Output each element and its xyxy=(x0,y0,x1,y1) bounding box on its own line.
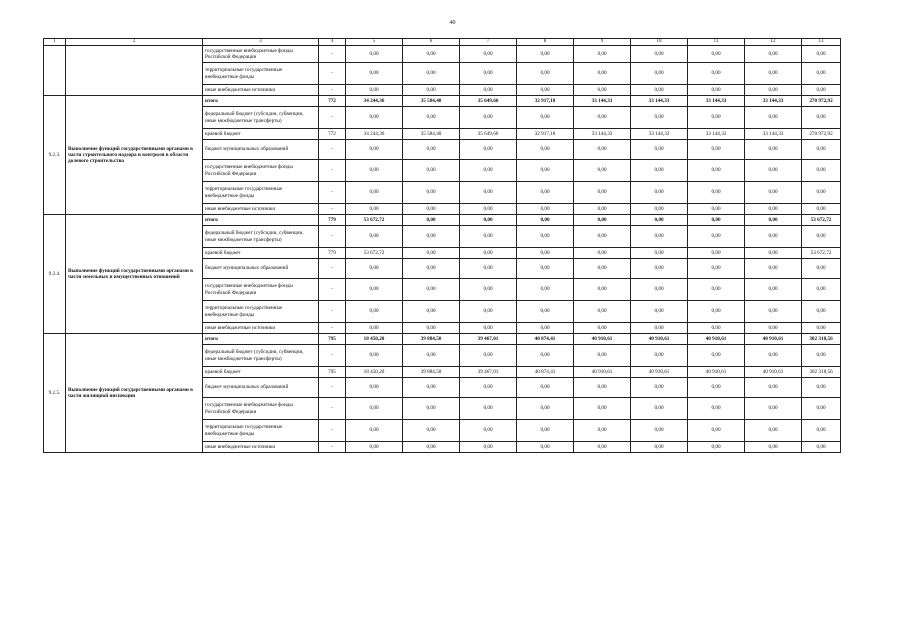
amount-cell: 0,00 xyxy=(631,215,688,226)
amount-cell: 0,00 xyxy=(745,259,802,279)
amount-cell: 0,00 xyxy=(631,420,688,442)
amount-cell: 0,00 xyxy=(631,182,688,204)
amount-cell: 0,00 xyxy=(460,323,517,334)
amount-cell: 0,00 xyxy=(460,160,517,182)
amount-cell: 0,00 xyxy=(346,301,403,323)
funding-source: государственные внебюджетные фонды Российской Федерации xyxy=(203,398,319,420)
ministry-code: 795 xyxy=(319,334,346,345)
total-row xyxy=(44,96,841,107)
amount-cell: 0,00 xyxy=(460,259,517,279)
amount-cell: 0,00 xyxy=(688,345,745,367)
table-body xyxy=(44,46,841,453)
amount-cell: 53 672,72 xyxy=(346,248,403,259)
amount-cell: 33 144,33 xyxy=(745,96,802,107)
funding-source: краевой бюджет xyxy=(203,248,319,259)
funding-source: федеральный бюджет (субсидии, субвенции, иные межбюджетные трансферты) xyxy=(203,226,319,248)
amount-cell: 0,00 xyxy=(574,215,631,226)
funding-source: краевой бюджет xyxy=(203,129,319,140)
ministry-code: - xyxy=(319,259,346,279)
amount-cell: 0,00 xyxy=(460,279,517,301)
amount-cell: 53 672,72 xyxy=(346,215,403,226)
column-number: 13 xyxy=(802,39,841,46)
column-number: 7 xyxy=(460,39,517,46)
ministry-code: - xyxy=(319,279,346,301)
amount-cell: 0,00 xyxy=(574,63,631,85)
total-amount: 0,00 xyxy=(802,345,841,367)
ministry-code: - xyxy=(319,420,346,442)
section-number: 9.2.5. xyxy=(44,334,66,453)
amount-cell: 0,00 xyxy=(688,323,745,334)
total-amount: 0,00 xyxy=(802,301,841,323)
section-number: 9.2.4. xyxy=(44,215,66,334)
amount-cell: 0,00 xyxy=(631,85,688,96)
total-amount: 0,00 xyxy=(802,107,841,129)
amount-cell: 33 144,33 xyxy=(688,129,745,140)
funding-source: иные внебюджетные источники xyxy=(203,85,319,96)
amount-cell: 0,00 xyxy=(688,279,745,301)
amount-cell: 33 144,33 xyxy=(574,96,631,107)
ministry-code: - xyxy=(319,226,346,248)
funding-source: краевой бюджет xyxy=(203,367,319,378)
total-amount: 0,00 xyxy=(802,420,841,442)
amount-cell: 0,00 xyxy=(403,160,460,182)
total-row xyxy=(44,334,841,345)
amount-cell: 0,00 xyxy=(403,420,460,442)
column-number-row xyxy=(44,39,841,46)
amount-cell: 39 884,50 xyxy=(403,334,460,345)
amount-cell: 0,00 xyxy=(460,301,517,323)
amount-cell: 32 917,18 xyxy=(517,96,574,107)
total-amount: 53 672,72 xyxy=(802,215,841,226)
amount-cell: 0,00 xyxy=(403,378,460,398)
column-number: 12 xyxy=(745,39,802,46)
amount-cell: 0,00 xyxy=(346,279,403,301)
amount-cell: 0,00 xyxy=(631,160,688,182)
section-title: Выполнение функций государственными органами в части строительного надзора и контроля в области долевого строительства xyxy=(66,96,203,215)
column-number: 11 xyxy=(688,39,745,46)
amount-cell: 0,00 xyxy=(517,107,574,129)
amount-cell: 0,00 xyxy=(688,301,745,323)
amount-cell: 0,00 xyxy=(574,259,631,279)
total-amount: 0,00 xyxy=(802,323,841,334)
amount-cell: 0,00 xyxy=(688,226,745,248)
amount-cell: 0,00 xyxy=(460,378,517,398)
total-amount: 302 318,56 xyxy=(802,367,841,378)
amount-cell: 0,00 xyxy=(460,248,517,259)
column-number: 5 xyxy=(346,39,403,46)
amount-cell: 0,00 xyxy=(745,215,802,226)
amount-cell: 0,00 xyxy=(688,259,745,279)
amount-cell: 40 874,41 xyxy=(517,367,574,378)
amount-cell: 35 649,66 xyxy=(460,129,517,140)
amount-cell: 40 910,61 xyxy=(631,334,688,345)
amount-cell: 34 244,36 xyxy=(346,96,403,107)
amount-cell: 0,00 xyxy=(745,345,802,367)
section-number-cell xyxy=(44,46,66,96)
amount-cell: 0,00 xyxy=(745,226,802,248)
amount-cell: 0,00 xyxy=(745,63,802,85)
amount-cell: 0,00 xyxy=(403,107,460,129)
amount-cell: 40 910,61 xyxy=(574,367,631,378)
amount-cell: 0,00 xyxy=(574,182,631,204)
amount-cell: 0,00 xyxy=(403,63,460,85)
funding-source: территориальные государственные внебюджетные фонды xyxy=(203,420,319,442)
total-amount: 0,00 xyxy=(802,160,841,182)
amount-cell: 0,00 xyxy=(631,279,688,301)
amount-cell: 0,00 xyxy=(403,248,460,259)
amount-cell: 0,00 xyxy=(403,226,460,248)
amount-cell: 0,00 xyxy=(517,140,574,160)
amount-cell: 0,00 xyxy=(517,160,574,182)
amount-cell: 0,00 xyxy=(631,107,688,129)
amount-cell: 0,00 xyxy=(631,259,688,279)
total-amount: 0,00 xyxy=(802,279,841,301)
column-number: 2 xyxy=(66,39,203,46)
total-amount: 302 318,56 xyxy=(802,334,841,345)
funding-source: государственные внебюджетные фонды Российской Федерации xyxy=(203,279,319,301)
amount-cell: 40 910,61 xyxy=(574,334,631,345)
funding-source: бюджет муниципальных образований xyxy=(203,259,319,279)
amount-cell: 18 450,20 xyxy=(346,367,403,378)
budget-table xyxy=(43,38,841,453)
amount-cell: 0,00 xyxy=(517,204,574,215)
amount-cell: 0,00 xyxy=(631,140,688,160)
amount-cell: 40 910,61 xyxy=(688,334,745,345)
amount-cell: 0,00 xyxy=(517,215,574,226)
amount-cell: 0,00 xyxy=(403,140,460,160)
amount-cell: 0,00 xyxy=(631,226,688,248)
section-title: Выполнение функций государственными органами в части жилищной инспекции xyxy=(66,334,203,453)
amount-cell: 0,00 xyxy=(688,442,745,453)
amount-cell: 0,00 xyxy=(517,420,574,442)
column-number: 4 xyxy=(319,39,346,46)
amount-cell: 32 917,18 xyxy=(517,129,574,140)
column-number: 6 xyxy=(403,39,460,46)
total-amount: 0,00 xyxy=(802,378,841,398)
column-number: 9 xyxy=(574,39,631,46)
funding-source: итого xyxy=(203,334,319,345)
ministry-code: - xyxy=(319,442,346,453)
amount-cell: 0,00 xyxy=(346,63,403,85)
amount-cell: 0,00 xyxy=(346,323,403,334)
amount-cell: 0,00 xyxy=(631,323,688,334)
funding-source: итого xyxy=(203,96,319,107)
ministry-code: 772 xyxy=(319,129,346,140)
funding-source: иные внебюджетные источники xyxy=(203,204,319,215)
amount-cell: 40 910,61 xyxy=(745,334,802,345)
funding-source: территориальные государственные внебюджетные фонды xyxy=(203,63,319,85)
amount-cell: 0,00 xyxy=(574,226,631,248)
amount-cell: 0,00 xyxy=(517,63,574,85)
amount-cell: 0,00 xyxy=(460,63,517,85)
funding-source: бюджет муниципальных образований xyxy=(203,378,319,398)
amount-cell: 0,00 xyxy=(403,442,460,453)
ministry-code: - xyxy=(319,63,346,85)
amount-cell: 0,00 xyxy=(403,182,460,204)
amount-cell: 0,00 xyxy=(517,46,574,63)
amount-cell: 0,00 xyxy=(346,46,403,63)
amount-cell: 0,00 xyxy=(517,301,574,323)
amount-cell: 0,00 xyxy=(745,378,802,398)
amount-cell: 0,00 xyxy=(745,85,802,96)
section-number: 9.2.3. xyxy=(44,96,66,215)
ministry-code: 779 xyxy=(319,215,346,226)
amount-cell: 0,00 xyxy=(517,248,574,259)
amount-cell: 0,00 xyxy=(688,46,745,63)
amount-cell: 0,00 xyxy=(688,63,745,85)
total-amount: 0,00 xyxy=(802,85,841,96)
funding-source: территориальные государственные внебюджетные фонды xyxy=(203,182,319,204)
amount-cell: 35 584,40 xyxy=(403,96,460,107)
amount-cell: 0,00 xyxy=(688,248,745,259)
amount-cell: 0,00 xyxy=(688,182,745,204)
amount-cell: 0,00 xyxy=(631,301,688,323)
amount-cell: 0,00 xyxy=(403,204,460,215)
amount-cell: 0,00 xyxy=(745,182,802,204)
total-amount: 0,00 xyxy=(802,140,841,160)
column-number: 8 xyxy=(517,39,574,46)
funding-source: федеральный бюджет (субсидии, субвенции, иные межбюджетные трансферты) xyxy=(203,345,319,367)
amount-cell: 0,00 xyxy=(403,398,460,420)
ministry-code: - xyxy=(319,182,346,204)
funding-source: государственные внебюджетные фонды Российской Федерации xyxy=(203,160,319,182)
amount-cell: 33 144,33 xyxy=(574,129,631,140)
amount-cell: 0,00 xyxy=(460,215,517,226)
amount-cell: 0,00 xyxy=(631,345,688,367)
amount-cell: 35 649,66 xyxy=(460,96,517,107)
amount-cell: 0,00 xyxy=(631,46,688,63)
funding-source: федеральный бюджет (субсидии, субвенции, иные межбюджетные трансферты) xyxy=(203,107,319,129)
amount-cell: 0,00 xyxy=(688,140,745,160)
amount-cell: 0,00 xyxy=(688,398,745,420)
amount-cell: 0,00 xyxy=(574,420,631,442)
amount-cell: 0,00 xyxy=(517,226,574,248)
ministry-code: 779 xyxy=(319,248,346,259)
amount-cell: 40 910,61 xyxy=(745,367,802,378)
amount-cell: 39 467,01 xyxy=(460,367,517,378)
amount-cell: 0,00 xyxy=(403,279,460,301)
amount-cell: 0,00 xyxy=(460,107,517,129)
amount-cell: 0,00 xyxy=(574,378,631,398)
amount-cell: 0,00 xyxy=(460,204,517,215)
ministry-code: - xyxy=(319,345,346,367)
ministry-code: - xyxy=(319,398,346,420)
amount-cell: 40 910,61 xyxy=(688,367,745,378)
amount-cell: 0,00 xyxy=(574,301,631,323)
amount-cell: 0,00 xyxy=(745,323,802,334)
ministry-code: - xyxy=(319,85,346,96)
amount-cell: 0,00 xyxy=(574,442,631,453)
amount-cell: 0,00 xyxy=(631,398,688,420)
total-amount: 270 972,92 xyxy=(802,129,841,140)
amount-cell: 0,00 xyxy=(631,378,688,398)
total-amount: 0,00 xyxy=(802,46,841,63)
amount-cell: 0,00 xyxy=(403,259,460,279)
amount-cell: 0,00 xyxy=(574,323,631,334)
funding-source: бюджет муниципальных образований xyxy=(203,140,319,160)
amount-cell: 0,00 xyxy=(517,323,574,334)
total-amount: 0,00 xyxy=(802,398,841,420)
ministry-code: - xyxy=(319,204,346,215)
amount-cell: 0,00 xyxy=(403,85,460,96)
amount-cell: 0,00 xyxy=(574,204,631,215)
amount-cell: 0,00 xyxy=(460,442,517,453)
amount-cell: 0,00 xyxy=(403,323,460,334)
amount-cell: 0,00 xyxy=(460,140,517,160)
amount-cell: 39 884,50 xyxy=(403,367,460,378)
total-amount: 0,00 xyxy=(802,204,841,215)
amount-cell: 0,00 xyxy=(517,279,574,301)
amount-cell: 0,00 xyxy=(346,140,403,160)
amount-cell: 0,00 xyxy=(745,204,802,215)
amount-cell: 0,00 xyxy=(574,248,631,259)
total-amount: 0,00 xyxy=(802,259,841,279)
amount-cell: 0,00 xyxy=(460,420,517,442)
total-amount: 0,00 xyxy=(802,442,841,453)
amount-cell: 0,00 xyxy=(631,63,688,85)
amount-cell: 0,00 xyxy=(688,85,745,96)
amount-cell: 0,00 xyxy=(688,204,745,215)
total-amount: 0,00 xyxy=(802,226,841,248)
ministry-code: - xyxy=(319,323,346,334)
amount-cell: 0,00 xyxy=(403,345,460,367)
ministry-code: - xyxy=(319,46,346,63)
amount-cell: 0,00 xyxy=(460,182,517,204)
amount-cell: 0,00 xyxy=(574,46,631,63)
ministry-code: - xyxy=(319,301,346,323)
funding-source: итого xyxy=(203,215,319,226)
amount-cell: 0,00 xyxy=(745,107,802,129)
column-number: 10 xyxy=(631,39,688,46)
ministry-code: 772 xyxy=(319,96,346,107)
section-title: Выполнение функций государственными органами в части земельных и имущественных отношений xyxy=(66,215,203,334)
amount-cell: 0,00 xyxy=(346,442,403,453)
amount-cell: 0,00 xyxy=(574,160,631,182)
amount-cell: 0,00 xyxy=(745,301,802,323)
funding-source: иные внебюджетные источники xyxy=(203,323,319,334)
amount-cell: 34 244,36 xyxy=(346,129,403,140)
amount-cell: 0,00 xyxy=(346,107,403,129)
amount-cell: 0,00 xyxy=(346,85,403,96)
ministry-code: - xyxy=(319,160,346,182)
amount-cell: 0,00 xyxy=(745,398,802,420)
amount-cell: 0,00 xyxy=(745,46,802,63)
amount-cell: 0,00 xyxy=(517,345,574,367)
amount-cell: 39 467,01 xyxy=(460,334,517,345)
amount-cell: 0,00 xyxy=(688,420,745,442)
amount-cell: 0,00 xyxy=(346,378,403,398)
amount-cell: 0,00 xyxy=(346,420,403,442)
page-number: 40 xyxy=(449,20,456,26)
amount-cell: 0,00 xyxy=(688,215,745,226)
funding-source: территориальные государственные внебюджетные фонды xyxy=(203,301,319,323)
column-number: 1 xyxy=(44,39,66,46)
total-row xyxy=(44,215,841,226)
amount-cell: 0,00 xyxy=(517,259,574,279)
amount-cell: 0,00 xyxy=(574,107,631,129)
amount-cell: 33 144,33 xyxy=(688,96,745,107)
amount-cell: 0,00 xyxy=(346,398,403,420)
ministry-code: 795 xyxy=(319,367,346,378)
amount-cell: 0,00 xyxy=(631,248,688,259)
amount-cell: 40 910,61 xyxy=(631,367,688,378)
amount-cell: 40 874,41 xyxy=(517,334,574,345)
amount-cell: 0,00 xyxy=(346,160,403,182)
amount-cell: 0,00 xyxy=(460,398,517,420)
amount-cell: 0,00 xyxy=(403,301,460,323)
amount-cell: 0,00 xyxy=(688,107,745,129)
section-title-cell xyxy=(66,46,203,96)
amount-cell: 0,00 xyxy=(574,140,631,160)
amount-cell: 0,00 xyxy=(574,85,631,96)
amount-cell: 0,00 xyxy=(631,442,688,453)
amount-cell: 0,00 xyxy=(574,398,631,420)
funding-source: иные внебюджетные источники xyxy=(203,442,319,453)
amount-cell: 18 450,20 xyxy=(346,334,403,345)
amount-cell: 0,00 xyxy=(574,279,631,301)
amount-cell: 0,00 xyxy=(403,215,460,226)
amount-cell: 0,00 xyxy=(460,46,517,63)
amount-cell: 0,00 xyxy=(517,442,574,453)
amount-cell: 0,00 xyxy=(745,140,802,160)
amount-cell: 0,00 xyxy=(460,345,517,367)
amount-cell: 0,00 xyxy=(745,248,802,259)
amount-cell: 0,00 xyxy=(745,442,802,453)
amount-cell: 0,00 xyxy=(517,182,574,204)
amount-cell: 0,00 xyxy=(346,182,403,204)
amount-cell: 0,00 xyxy=(631,204,688,215)
amount-cell: 0,00 xyxy=(517,85,574,96)
total-amount: 0,00 xyxy=(802,63,841,85)
amount-cell: 35 584,40 xyxy=(403,129,460,140)
amount-cell: 0,00 xyxy=(403,46,460,63)
funding-source: государственные внебюджетные фонды Российской Федерации xyxy=(203,46,319,63)
amount-cell: 0,00 xyxy=(346,345,403,367)
amount-cell: 0,00 xyxy=(745,420,802,442)
amount-cell: 0,00 xyxy=(517,398,574,420)
total-amount: 270 972,92 xyxy=(802,96,841,107)
amount-cell: 0,00 xyxy=(346,259,403,279)
ministry-code: - xyxy=(319,107,346,129)
ministry-code: - xyxy=(319,378,346,398)
amount-cell: 33 144,33 xyxy=(631,129,688,140)
amount-cell: 0,00 xyxy=(688,378,745,398)
amount-cell: 0,00 xyxy=(346,204,403,215)
amount-cell: 33 144,33 xyxy=(631,96,688,107)
ministry-code: - xyxy=(319,140,346,160)
amount-cell: 0,00 xyxy=(346,226,403,248)
amount-cell: 0,00 xyxy=(460,85,517,96)
amount-cell: 0,00 xyxy=(574,345,631,367)
amount-cell: 0,00 xyxy=(745,279,802,301)
amount-cell: 0,00 xyxy=(460,226,517,248)
amount-cell: 0,00 xyxy=(517,378,574,398)
amount-cell: 33 144,33 xyxy=(745,129,802,140)
table-row xyxy=(44,46,841,63)
total-amount: 53 672,72 xyxy=(802,248,841,259)
amount-cell: 0,00 xyxy=(688,160,745,182)
column-number: 3 xyxy=(203,39,319,46)
amount-cell: 0,00 xyxy=(745,160,802,182)
total-amount: 0,00 xyxy=(802,182,841,204)
